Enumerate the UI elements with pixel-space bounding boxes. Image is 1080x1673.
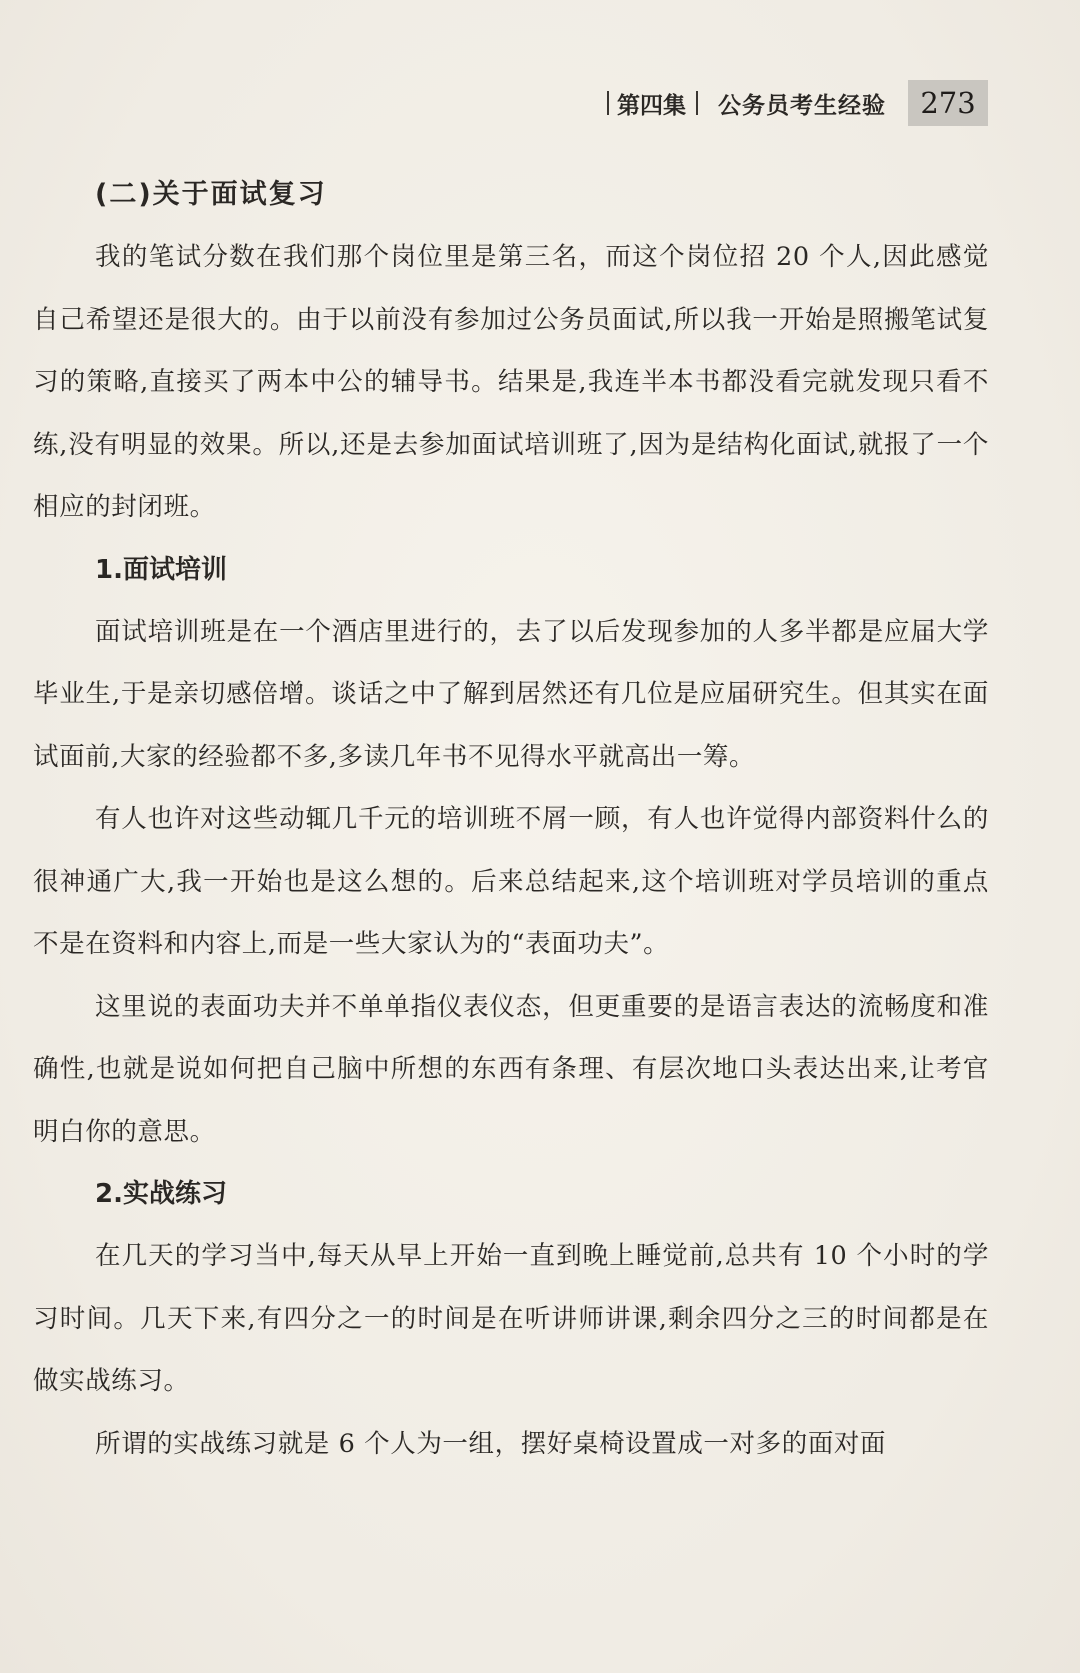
paragraph: 这里说的表面功夫并不单单指仪表仪态，但更重要的是语言表达的流畅度和准确性,也就是说如何把自己脑中所想的东西有条理、有层次地口头表达出来,让考官明白你的意思。 xyxy=(33,991,989,1147)
page-number: 273 xyxy=(908,80,988,126)
paragraph: 有人也许对这些动辄几千元的培训班不屑一顾，有人也许觉得内部资料什么的很神通广大,我一开始也是这么想的。后来总结起来,这个培训班对学员培训的重点不是在资料和内容上,而是一些大家认为的“表面功夫”。 xyxy=(33,804,989,959)
paragraph: 在几天的学习当中,每天从早上开始一直到晚上睡觉前,总共有 10 个小时的学习时间。几天下来,有四分之一的时间是在听讲师讲课,剩余四分之三的时间都是在做实战练习。 xyxy=(33,1241,989,1396)
header-divider xyxy=(696,91,698,115)
header-section: 公务员考生经验 xyxy=(718,92,886,119)
paragraph: 面试培训班是在一个酒店里进行的，去了以后发现参加的人多半都是应届大学毕业生,于是亲切感倍增。谈话之中了解到居然还有几位是应届研究生。但其实在面试面前,大家的经验都不多,多读几年书不见得水平就高出一筹。 xyxy=(33,616,989,772)
header-divider xyxy=(607,91,609,115)
paragraph: 我的笔试分数在我们那个岗位里是第三名，而这个岗位招 20 个人,因此感觉自己希望还是很大的。由于以前没有参加过公务员面试,所以我一开始是照搬笔试复习的策略,直接买了两本中公的辅导书。结果是,我连半本书都没看完就发现只看不练,没有明显的效果。所以,还是去参加面试培训班了,因为是结构化面试,就报了一个相应的封闭班。 xyxy=(33,242,989,522)
header-series: 第四集 xyxy=(617,92,686,119)
page-content xyxy=(33,164,989,1475)
section-title: (二)关于面试复习 xyxy=(95,179,327,210)
running-header xyxy=(599,80,988,126)
subsection-heading: 1.面试培训 xyxy=(95,554,227,585)
paragraph: 所谓的实战练习就是 6 个人为一组，摆好桌椅设置成一对多的面对面 xyxy=(95,1428,887,1459)
subsection-heading: 2.实战练习 xyxy=(95,1179,227,1209)
